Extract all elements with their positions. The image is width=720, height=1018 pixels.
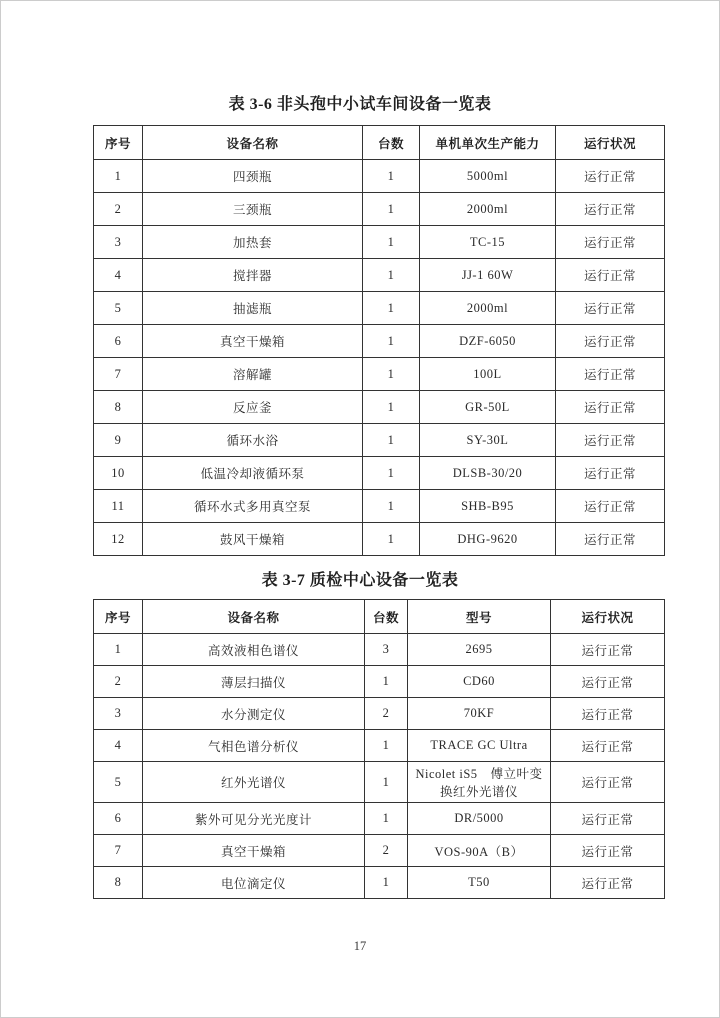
table-row [94,358,665,391]
table-3-7-title: 表 3-7 质检中心设备一览表 [261,572,459,589]
table-cell: 运行正常 [556,226,665,259]
table-cell: 7 [94,835,143,867]
table-cell: 反应釜 [143,391,363,424]
table-cell: 运行正常 [556,358,665,391]
table-cell: 运行正常 [556,424,665,457]
table-cell: 10 [94,457,143,490]
column-header: 序号 [94,126,143,160]
table-cell: 运行正常 [551,666,665,698]
table-cell: 7 [94,358,143,391]
table-cell: 循环水式多用真空泵 [143,490,363,523]
table-cell: 1 [363,226,420,259]
table-cell: 搅拌器 [143,259,363,292]
table-cell: 1 [365,730,408,762]
table-3-6-equipment-list [93,125,665,556]
table-cell: 鼓风干燥箱 [143,523,363,556]
table-row [94,666,665,698]
table-cell: 6 [94,325,143,358]
table-cell: 5 [94,292,143,325]
table-row [94,523,665,556]
table-cell: DLSB-30/20 [420,457,556,490]
table-cell: 运行正常 [556,193,665,226]
column-header: 型号 [408,600,551,634]
table-cell: 1 [365,666,408,698]
table-cell: 运行正常 [551,867,665,899]
table-row [94,634,665,666]
table-cell: 1 [363,160,420,193]
table-cell: 3 [94,698,143,730]
table-cell: 2000ml [420,292,556,325]
table-cell: JJ-1 60W [420,259,556,292]
table-cell: 1 [363,358,420,391]
table-cell: 运行正常 [551,730,665,762]
table-cell: 2695 [408,634,551,666]
header-row [94,126,665,160]
table-cell: 薄层扫描仪 [143,666,365,698]
table-cell: 水分测定仪 [143,698,365,730]
table-cell: 抽滤瓶 [143,292,363,325]
table-cell: 电位滴定仪 [143,867,365,899]
table-cell: 1 [363,391,420,424]
table-row [94,762,665,803]
table-cell: 1 [94,160,143,193]
table-cell: 8 [94,391,143,424]
table-3-7-qc-center-equipment-list [93,599,665,899]
table-cell: TC-15 [420,226,556,259]
table-cell: 溶解罐 [143,358,363,391]
column-header: 单机单次生产能力 [420,126,556,160]
column-header: 运行状况 [556,126,665,160]
table-cell: 真空干燥箱 [143,325,363,358]
table-cell: 运行正常 [556,457,665,490]
table-row [94,226,665,259]
column-header: 台数 [365,600,408,634]
column-header: 序号 [94,600,143,634]
table-cell: GR-50L [420,391,556,424]
table-cell: 1 [363,292,420,325]
table-cell: 2 [94,666,143,698]
table-cell: 运行正常 [556,292,665,325]
table-cell: 紫外可见分光光度计 [143,803,365,835]
table-cell: 加热套 [143,226,363,259]
table-cell: 2 [365,835,408,867]
column-header: 设备名称 [143,126,363,160]
table-cell: Nicolet iS5 傅立叶变换红外光谱仪 [408,762,551,803]
table-cell: 5000ml [420,160,556,193]
table-row [94,424,665,457]
table-cell: 1 [365,762,408,803]
table-row [94,730,665,762]
table-row [94,160,665,193]
table-cell: SY-30L [420,424,556,457]
table-row [94,259,665,292]
table-cell: 1 [363,523,420,556]
table-cell: 红外光谱仪 [143,762,365,803]
table-cell: T50 [408,867,551,899]
table-cell: 运行正常 [551,803,665,835]
table-cell: 5 [94,762,143,803]
table-cell: TRACE GC Ultra [408,730,551,762]
table-cell: 运行正常 [551,698,665,730]
column-header: 设备名称 [143,600,365,634]
table-cell: DHG-9620 [420,523,556,556]
table-cell: 运行正常 [556,160,665,193]
table-cell: 高效液相色谱仪 [143,634,365,666]
table-cell: 11 [94,490,143,523]
table-row [94,391,665,424]
page-number: 17 [353,939,367,953]
table-row [94,698,665,730]
table-cell: 三颈瓶 [143,193,363,226]
table-row [94,867,665,899]
table-cell: 12 [94,523,143,556]
table-cell: 1 [363,490,420,523]
table-cell: 运行正常 [551,634,665,666]
table-cell: 运行正常 [556,259,665,292]
table-cell: 1 [365,867,408,899]
table-row [94,325,665,358]
table-row [94,292,665,325]
table-cell: 1 [363,259,420,292]
table-cell: 2 [94,193,143,226]
table-cell: 1 [94,634,143,666]
table-cell: 运行正常 [556,325,665,358]
table-cell: 运行正常 [556,523,665,556]
table-cell: 循环水浴 [143,424,363,457]
table-row [94,193,665,226]
table-cell: 70KF [408,698,551,730]
table-cell: 运行正常 [556,490,665,523]
table-cell: 气相色谱分析仪 [143,730,365,762]
table-cell: 四颈瓶 [143,160,363,193]
table-cell: CD60 [408,666,551,698]
table-cell: DR/5000 [408,803,551,835]
table-row [94,835,665,867]
table-cell: 3 [365,634,408,666]
table-row [94,457,665,490]
table-cell: 运行正常 [556,391,665,424]
table-cell: 8 [94,867,143,899]
table-cell: VOS-90A（B） [408,835,551,867]
table-cell: 运行正常 [551,762,665,803]
column-header: 台数 [363,126,420,160]
table-cell: 1 [363,193,420,226]
table-cell: 真空干燥箱 [143,835,365,867]
table-cell: 运行正常 [551,835,665,867]
table-cell: 4 [94,259,143,292]
table-cell: 2 [365,698,408,730]
table-cell: 1 [363,424,420,457]
table-3-6-title: 表 3-6 非头孢中小试车间设备一览表 [228,96,492,113]
table-row [94,490,665,523]
table-cell: 1 [363,325,420,358]
table-row [94,803,665,835]
table-cell: 100L [420,358,556,391]
table-cell: 低温冷却液循环泵 [143,457,363,490]
table-cell: 1 [365,803,408,835]
header-row [94,600,665,634]
table-cell: 3 [94,226,143,259]
column-header: 运行状况 [551,600,665,634]
table-cell: 2000ml [420,193,556,226]
table-cell: 6 [94,803,143,835]
table-cell: 1 [363,457,420,490]
table-cell: 9 [94,424,143,457]
table-cell: DZF-6050 [420,325,556,358]
table-cell: SHB-B95 [420,490,556,523]
table-cell: 4 [94,730,143,762]
